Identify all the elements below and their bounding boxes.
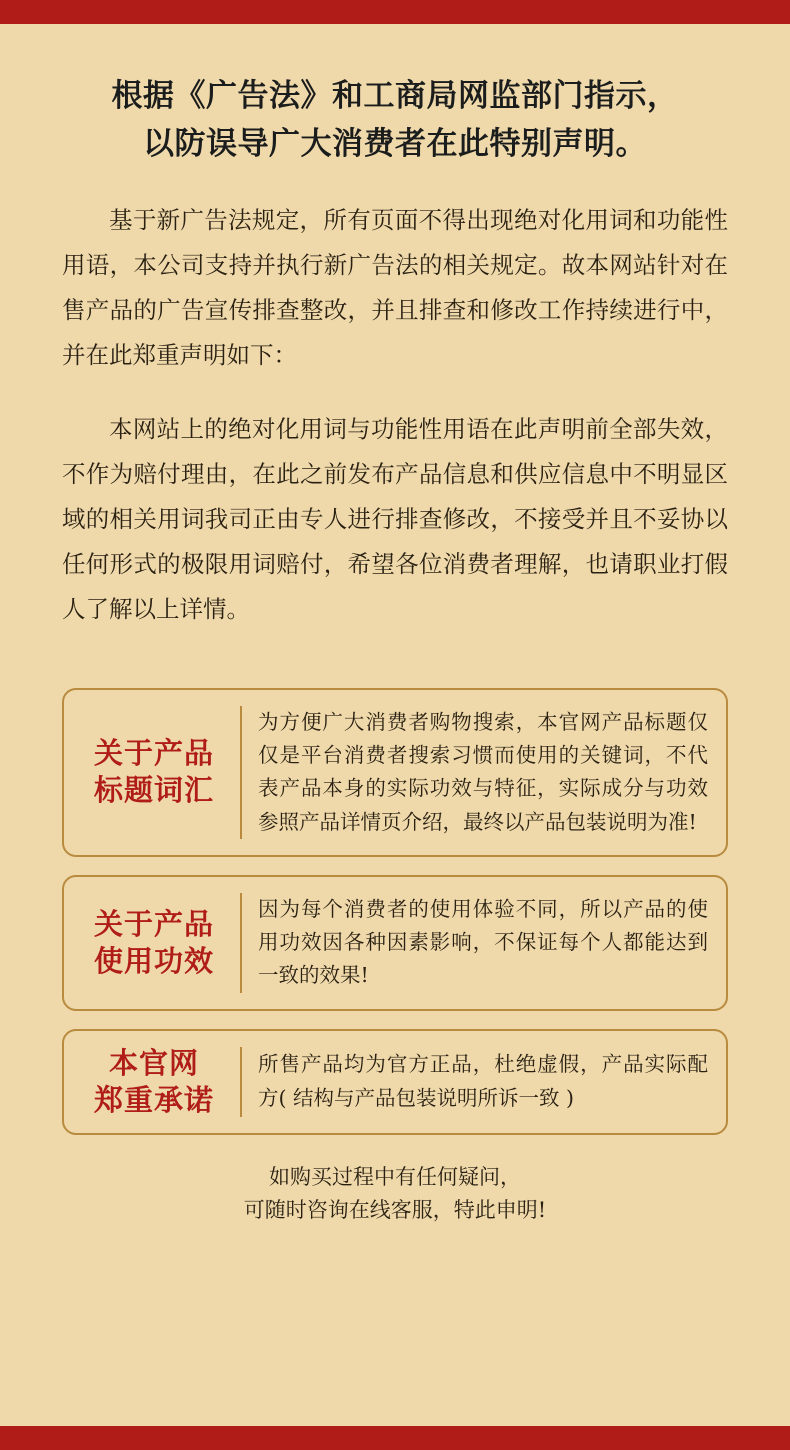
statement-card	[62, 1029, 728, 1135]
card-title	[64, 1031, 240, 1133]
statement-paragraph-2: 本网站上的绝对化用词与功能性用语在此声明前全部失效，不作为赔付理由，在此之前发布产品信息和供应信息中不明显区域的相关用词我司正由专人进行排查修改，不接受并且不妥协以任何形式的极限用词赔付，希望各位消费者理解，也请职业打假人了解以上详情。	[62, 414, 728, 623]
card-body: 为方便广大消费者购物搜索，本官网产品标题仅仅是平台消费者搜索习惯而使用的关键词，不代表产品本身的实际功效与特征，实际成分与功效参照产品详情页介绍，最终以产品包装说明为准!	[258, 710, 708, 834]
card-title-line-2: 标题词汇	[93, 773, 214, 808]
card-title-line-1: 本官网	[108, 1045, 199, 1080]
statement-card	[62, 875, 728, 1011]
statement-card	[62, 688, 728, 857]
card-title-line-2: 郑重承诺	[93, 1082, 214, 1117]
announcement-content	[0, 24, 790, 1426]
card-title	[64, 877, 240, 1009]
page-title-line-2: 以防误导广大消费者在此特别声明。	[143, 126, 647, 163]
footer-line-2: 可随时咨询在线客服，特此申明!	[243, 1198, 547, 1223]
statement-paragraph-1: 基于新广告法规定，所有页面不得出现绝对化用词和功能性用语，本公司支持并执行新广告法的相关规定。故本网站针对在售产品的广告宣传排查整改，并且排查和修改工作持续进行中，并在此郑重声明如下：	[62, 206, 728, 370]
page-title-line-1: 根据《广告法》和工商局网监部门指示，	[111, 78, 679, 114]
card-title-line-2: 使用功效	[93, 943, 214, 978]
card-title	[64, 690, 240, 855]
card-title-line-1: 关于产品	[93, 736, 214, 771]
footer-line-1: 如购买过程中有任何疑问，	[269, 1164, 521, 1189]
card-body: 因为每个消费者的使用体验不同，所以产品的使用功效因各种因素影响，不保证每个人都能达到一致的效果!	[258, 896, 708, 988]
card-body: 所售产品均为官方正品，杜绝虚假，产品实际配方( 结构与产品包装说明所诉一致 )	[258, 1052, 708, 1110]
page-title	[62, 24, 728, 168]
bottom-accent-bar	[0, 1426, 790, 1450]
top-accent-bar	[0, 0, 790, 24]
card-title-line-1: 关于产品	[93, 906, 214, 941]
statement-card-list	[62, 688, 728, 1135]
footer-note	[62, 1161, 728, 1228]
